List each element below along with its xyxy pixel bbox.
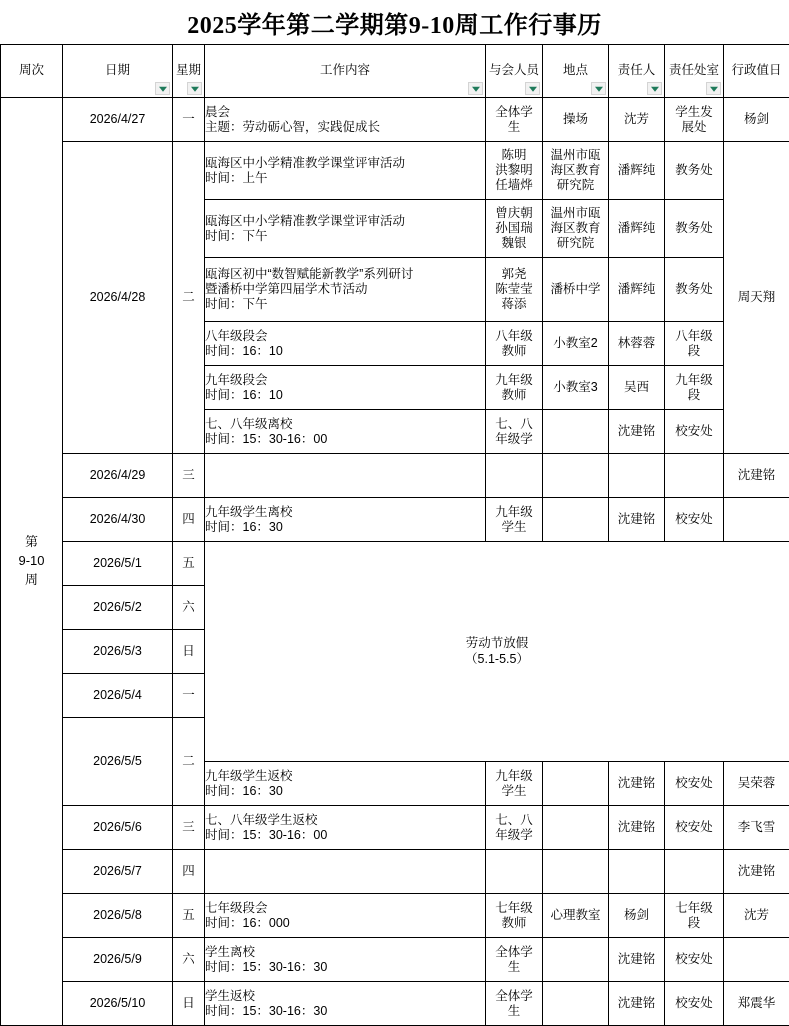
table-row bbox=[1, 142, 789, 200]
department-cell: 校安处 bbox=[665, 410, 724, 454]
date-cell: 2026/5/8 bbox=[63, 894, 173, 938]
attendees-cell: 曾庆朝 孙国瑞 魏银 bbox=[486, 200, 543, 258]
weekday-cell: 四 bbox=[173, 498, 205, 542]
location-cell bbox=[543, 850, 609, 894]
date-cell: 2026/5/7 bbox=[63, 850, 173, 894]
column-header-label: 工作内容 bbox=[205, 63, 485, 78]
column-header-att bbox=[486, 45, 543, 98]
admin-duty-cell: 杨剑 bbox=[724, 98, 789, 142]
work-content-cell: 学生返校 时间：15：30-16：30 bbox=[205, 982, 486, 1026]
admin-duty-cell bbox=[724, 938, 789, 982]
date-cell: 2026/5/3 bbox=[63, 630, 173, 674]
admin-duty-cell: 沈芳 bbox=[724, 894, 789, 938]
work-content-cell: 瓯海区中小学精准教学课堂评审活动 时间：下午 bbox=[205, 200, 486, 258]
department-cell bbox=[665, 850, 724, 894]
admin-duty-cell: 沈建铭 bbox=[724, 850, 789, 894]
attendees-cell: 郭尧 陈莹莹 蒋添 bbox=[486, 258, 543, 322]
work-content-cell bbox=[205, 454, 486, 498]
owner-cell bbox=[609, 850, 665, 894]
attendees-cell: 七、八 年级学 bbox=[486, 410, 543, 454]
attendees-cell: 九年级 教师 bbox=[486, 366, 543, 410]
weekday-cell: 五 bbox=[173, 894, 205, 938]
admin-duty-cell: 郑震华 bbox=[724, 982, 789, 1026]
table-body bbox=[1, 98, 789, 1026]
attendees-cell bbox=[486, 454, 543, 498]
department-cell: 九年级 段 bbox=[665, 366, 724, 410]
owner-cell: 沈建铭 bbox=[609, 762, 665, 806]
work-content-cell bbox=[205, 850, 486, 894]
work-content-cell: 晨会 主题：劳动砺心智，实践促成长 bbox=[205, 98, 486, 142]
department-cell: 七年级 段 bbox=[665, 894, 724, 938]
table-row bbox=[1, 454, 789, 498]
weekday-cell: 二 bbox=[173, 718, 205, 806]
owner-cell: 林蓉蓉 bbox=[609, 322, 665, 366]
work-content-cell: 瓯海区初中“数智赋能新教学”系列研讨 暨潘桥中学第四届学术节活动 时间：下午 bbox=[205, 258, 486, 322]
column-header-label: 日期 bbox=[63, 63, 172, 78]
location-cell: 温州市瓯 海区教育 研究院 bbox=[543, 142, 609, 200]
weekday-cell: 日 bbox=[173, 982, 205, 1026]
weekday-cell: 六 bbox=[173, 586, 205, 630]
weekday-cell: 五 bbox=[173, 542, 205, 586]
work-content-cell: 九年级学生返校 时间：16：30 bbox=[205, 762, 486, 806]
column-header-label: 责任人 bbox=[609, 63, 664, 78]
column-header-duty bbox=[724, 45, 789, 98]
owner-cell: 沈建铭 bbox=[609, 410, 665, 454]
filter-dropdown-icon[interactable] bbox=[468, 82, 483, 95]
column-header-label: 行政值日 bbox=[724, 63, 789, 78]
attendees-cell: 九年级 学生 bbox=[486, 498, 543, 542]
location-cell bbox=[543, 498, 609, 542]
location-cell: 操场 bbox=[543, 98, 609, 142]
work-content-cell: 七、八年级离校 时间：15：30-16：00 bbox=[205, 410, 486, 454]
location-cell: 小教室3 bbox=[543, 366, 609, 410]
weekday-cell: 六 bbox=[173, 938, 205, 982]
filter-dropdown-icon[interactable] bbox=[525, 82, 540, 95]
filter-dropdown-icon[interactable] bbox=[155, 82, 170, 95]
location-cell bbox=[543, 410, 609, 454]
column-header-label: 地点 bbox=[543, 63, 608, 78]
owner-cell: 沈建铭 bbox=[609, 982, 665, 1026]
department-cell: 教务处 bbox=[665, 200, 724, 258]
attendees-cell bbox=[486, 850, 543, 894]
column-header-work bbox=[205, 45, 486, 98]
header-row bbox=[1, 45, 789, 98]
department-cell bbox=[665, 454, 724, 498]
attendees-cell: 全体学 生 bbox=[486, 98, 543, 142]
admin-duty-cell: 沈建铭 bbox=[724, 454, 789, 498]
work-content-cell: 瓯海区中小学精准教学课堂评审活动 时间：上午 bbox=[205, 142, 486, 200]
location-cell bbox=[543, 938, 609, 982]
holiday-note-line: （5.1-5.5） bbox=[205, 652, 789, 667]
owner-cell: 沈芳 bbox=[609, 98, 665, 142]
week-number-label: 第 9-10 周 bbox=[1, 533, 62, 590]
attendees-cell: 全体学 生 bbox=[486, 938, 543, 982]
admin-duty-cell: 周天翔 bbox=[724, 142, 789, 454]
attendees-cell: 七、八 年级学 bbox=[486, 806, 543, 850]
column-header-label: 责任处室 bbox=[665, 63, 723, 78]
filter-dropdown-icon[interactable] bbox=[591, 82, 606, 95]
owner-cell: 沈建铭 bbox=[609, 806, 665, 850]
date-cell: 2026/4/28 bbox=[63, 142, 173, 454]
weekday-cell: 一 bbox=[173, 674, 205, 718]
column-header-dept bbox=[665, 45, 724, 98]
attendees-cell: 七年级 教师 bbox=[486, 894, 543, 938]
attendees-cell: 陈明 洪黎明 任墙烨 bbox=[486, 142, 543, 200]
weekday-cell: 日 bbox=[173, 630, 205, 674]
weekday-cell: 二 bbox=[173, 142, 205, 454]
department-cell: 校安处 bbox=[665, 938, 724, 982]
work-content-cell: 七、八年级学生返校 时间：15：30-16：00 bbox=[205, 806, 486, 850]
date-cell: 2026/4/27 bbox=[63, 98, 173, 142]
weekday-cell: 四 bbox=[173, 850, 205, 894]
department-cell: 校安处 bbox=[665, 762, 724, 806]
location-cell bbox=[543, 762, 609, 806]
filter-dropdown-icon[interactable] bbox=[187, 82, 202, 95]
owner-cell: 沈建铭 bbox=[609, 498, 665, 542]
date-cell: 2026/4/29 bbox=[63, 454, 173, 498]
date-cell: 2026/5/2 bbox=[63, 586, 173, 630]
owner-cell: 潘辉纯 bbox=[609, 200, 665, 258]
location-cell bbox=[543, 806, 609, 850]
admin-duty-cell: 吴荣蓉 bbox=[724, 762, 789, 806]
department-cell: 教务处 bbox=[665, 142, 724, 200]
location-cell: 心理教室 bbox=[543, 894, 609, 938]
department-cell: 八年级 段 bbox=[665, 322, 724, 366]
attendees-cell: 八年级 教师 bbox=[486, 322, 543, 366]
admin-duty-cell bbox=[724, 498, 789, 542]
owner-cell: 潘辉纯 bbox=[609, 142, 665, 200]
attendees-cell: 九年级 学生 bbox=[486, 762, 543, 806]
department-cell: 校安处 bbox=[665, 498, 724, 542]
department-cell: 学生发 展处 bbox=[665, 98, 724, 142]
column-header-label: 星期 bbox=[173, 63, 204, 78]
attendees-cell: 全体学 生 bbox=[486, 982, 543, 1026]
date-cell: 2026/4/30 bbox=[63, 498, 173, 542]
column-header-owner bbox=[609, 45, 665, 98]
column-header-date bbox=[63, 45, 173, 98]
table-row bbox=[1, 98, 789, 142]
date-cell: 2026/5/5 bbox=[63, 718, 173, 806]
location-cell bbox=[543, 454, 609, 498]
date-cell: 2026/5/1 bbox=[63, 542, 173, 586]
table-row bbox=[1, 938, 789, 982]
table-row bbox=[1, 498, 789, 542]
table-row bbox=[1, 850, 789, 894]
work-content-cell: 学生离校 时间：15：30-16：30 bbox=[205, 938, 486, 982]
owner-cell: 杨剑 bbox=[609, 894, 665, 938]
weekday-cell: 三 bbox=[173, 806, 205, 850]
page-title: 2025学年第二学期第9-10周工作行事历 bbox=[187, 5, 602, 40]
filter-dropdown-icon[interactable] bbox=[647, 82, 662, 95]
department-cell: 校安处 bbox=[665, 982, 724, 1026]
table-header bbox=[1, 45, 789, 98]
owner-cell bbox=[609, 454, 665, 498]
calendar-table bbox=[0, 44, 789, 1026]
column-header-label: 周次 bbox=[1, 63, 62, 78]
filter-dropdown-icon[interactable] bbox=[706, 82, 721, 95]
holiday-note-line: 劳动节放假 bbox=[205, 636, 789, 651]
date-cell: 2026/5/9 bbox=[63, 938, 173, 982]
location-cell bbox=[543, 982, 609, 1026]
owner-cell: 潘辉纯 bbox=[609, 258, 665, 322]
table-row bbox=[1, 806, 789, 850]
column-header-place bbox=[543, 45, 609, 98]
column-header-label: 与会人员 bbox=[486, 63, 542, 78]
weekday-cell: 一 bbox=[173, 98, 205, 142]
work-content-cell: 八年级段会 时间：16：10 bbox=[205, 322, 486, 366]
location-cell: 小教室2 bbox=[543, 322, 609, 366]
weekday-cell: 三 bbox=[173, 454, 205, 498]
page-title-row bbox=[0, 0, 789, 44]
table-row bbox=[1, 982, 789, 1026]
location-cell: 温州市瓯 海区教育 研究院 bbox=[543, 200, 609, 258]
column-header-dow bbox=[173, 45, 205, 98]
date-cell: 2026/5/4 bbox=[63, 674, 173, 718]
work-content-cell: 九年级学生离校 时间：16：30 bbox=[205, 498, 486, 542]
location-cell: 潘桥中学 bbox=[543, 258, 609, 322]
work-content-cell: 七年级段会 时间：16：000 bbox=[205, 894, 486, 938]
department-cell: 教务处 bbox=[665, 258, 724, 322]
owner-cell: 沈建铭 bbox=[609, 938, 665, 982]
date-cell: 2026/5/6 bbox=[63, 806, 173, 850]
table-row bbox=[1, 894, 789, 938]
table-row bbox=[1, 542, 789, 586]
holiday-note-cell bbox=[205, 542, 789, 762]
column-header-week bbox=[1, 45, 63, 98]
week-number-cell bbox=[1, 98, 63, 1026]
admin-duty-cell: 李飞雪 bbox=[724, 806, 789, 850]
department-cell: 校安处 bbox=[665, 806, 724, 850]
date-cell: 2026/5/10 bbox=[63, 982, 173, 1026]
work-content-cell: 九年级段会 时间：16：10 bbox=[205, 366, 486, 410]
owner-cell: 吴西 bbox=[609, 366, 665, 410]
